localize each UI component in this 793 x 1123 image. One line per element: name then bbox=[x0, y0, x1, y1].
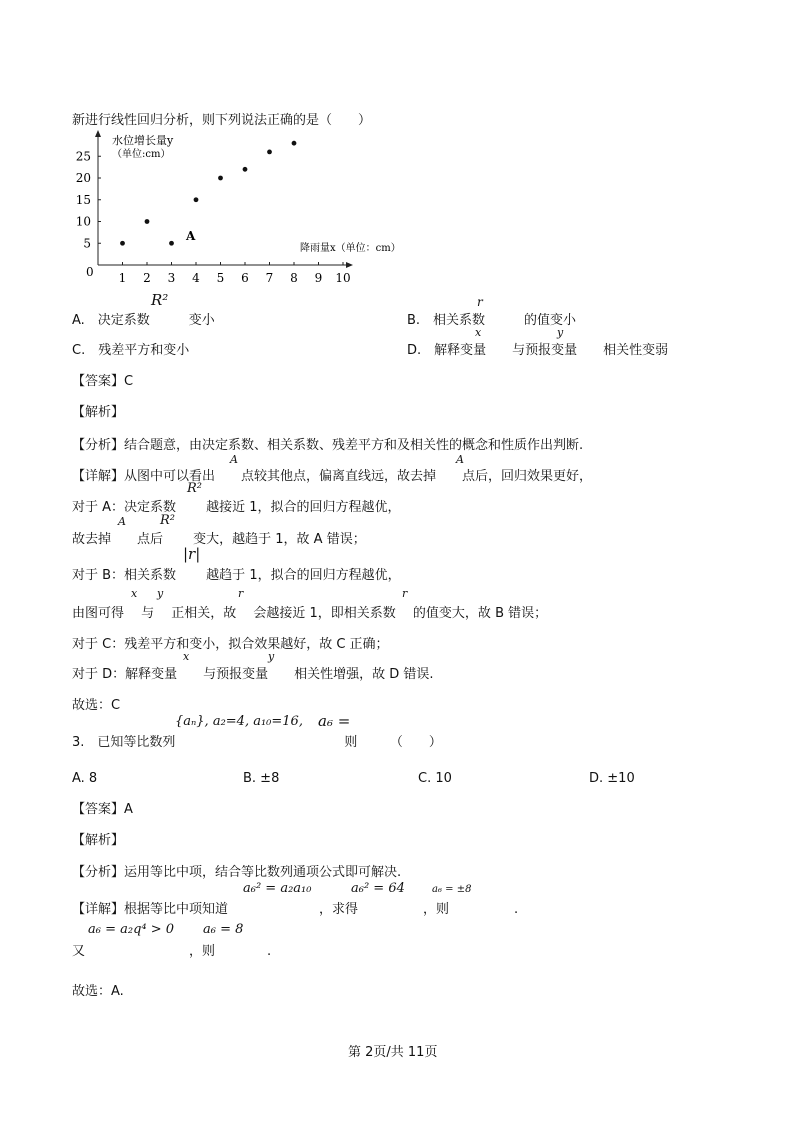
x-tick-label: 8 bbox=[290, 271, 298, 285]
math-x-2: x bbox=[183, 650, 190, 663]
line-c: 对于 C：残差平方和变小，拟合效果越好，故 C 正确； bbox=[72, 637, 389, 652]
data-point bbox=[292, 141, 297, 146]
page-footer: 第 2页/共 11页 bbox=[348, 1045, 438, 1060]
q3-option-b: B. ±8 bbox=[243, 771, 280, 786]
option-a: A. 决定系数 变小 bbox=[72, 313, 215, 328]
line-b1: 对于 B：相关系数 越趋于 1，拟合的回归方程越优， bbox=[72, 568, 401, 583]
x-tick-label: 3 bbox=[167, 271, 176, 285]
choose-3: 故选：A. bbox=[72, 984, 124, 999]
analysis3-xiangjie: 【详解】根据等比中项知道 ，求得 ，则 . bbox=[72, 902, 519, 917]
data-point bbox=[194, 197, 199, 202]
math-point-a-3: A bbox=[118, 515, 126, 528]
answer-label: 【答案】C bbox=[72, 374, 134, 389]
y-tick-label: 5 bbox=[83, 236, 91, 251]
q3-option-a: A. 8 bbox=[72, 771, 98, 786]
option-b: B. 相关系数 的值变小 bbox=[407, 313, 577, 328]
data-point bbox=[243, 167, 248, 172]
y-axis-arrow bbox=[95, 130, 101, 137]
math-a6-pm8: a₆ = ±8 bbox=[432, 884, 472, 895]
chart-ylabel-unit: （单位:cm） bbox=[112, 149, 171, 160]
x-tick-label: 4 bbox=[192, 271, 200, 285]
option-d: D. 解释变量 与预报变量 相关性变弱 bbox=[407, 343, 669, 358]
choose-1: 故选：C bbox=[72, 698, 121, 713]
x-tick-label: 1 bbox=[118, 271, 127, 285]
chart-xlabel: 降雨量x（单位：cm） bbox=[300, 243, 401, 254]
q3-math-a6: a₆ = bbox=[318, 712, 351, 730]
math-r2-2: R² bbox=[160, 513, 175, 528]
q3-option-d: D. ±10 bbox=[589, 771, 635, 786]
option-d-math-y: y bbox=[557, 326, 564, 339]
math-point-a-2: A bbox=[456, 453, 464, 466]
x-tick-label: 10 bbox=[335, 271, 351, 285]
answer3-label: 【答案】A bbox=[72, 802, 133, 817]
math-a6sq-64: a₆² = 64 bbox=[351, 881, 405, 896]
line-a1: 对于 A：决定系数 越接近 1，拟合的回归方程越优， bbox=[72, 500, 401, 515]
y-tick-label: 25 bbox=[75, 149, 91, 164]
analysis-fenxi: 【分析】结合题意，由决定系数、相关系数、残差平方和及相关性的概念和性质作出判断. bbox=[72, 438, 584, 453]
x-axis-arrow bbox=[346, 262, 353, 268]
x-tick-label: 7 bbox=[265, 271, 274, 285]
option-d-math-x: x bbox=[475, 326, 482, 339]
line-b2: 由图可得 与 正相关，故 会越接近 1，即相关系数 的值变大，故 B 错误； bbox=[72, 606, 548, 621]
data-point bbox=[169, 241, 174, 246]
math-abs-r: |r| bbox=[183, 545, 201, 563]
question-intro: 新进行线性回归分析，则下列说法正确的是（ ） bbox=[72, 113, 372, 128]
data-point bbox=[218, 176, 223, 181]
y-tick-label: 10 bbox=[75, 214, 91, 229]
math-a6sq-eq: a₆² = a₂a₁₀ bbox=[243, 881, 312, 896]
analysis-xiangjie: 【详解】从图中可以看出 点较其他点，偏离直线远，故去掉 点后，回归效果更好， bbox=[72, 469, 593, 484]
analysis3-fenxi: 【分析】运用等比中项，结合等比数列通项公式即可解决. bbox=[72, 865, 402, 880]
option-b-math: r bbox=[477, 295, 483, 309]
x-tick-label: 5 bbox=[216, 271, 225, 285]
math-y-2: y bbox=[268, 650, 275, 663]
x-tick-label: 6 bbox=[241, 271, 249, 285]
math-a6-8: a₆ = 8 bbox=[203, 922, 244, 937]
chart-ylabel: 水位增长量y bbox=[112, 134, 174, 147]
option-a-math: R² bbox=[151, 291, 169, 309]
math-r2-1: R² bbox=[187, 481, 202, 496]
y-tick-label: 15 bbox=[75, 192, 91, 207]
math-point-a-1: A bbox=[230, 453, 238, 466]
x-tick-label: 9 bbox=[314, 271, 323, 285]
data-point bbox=[145, 219, 150, 224]
math-r-2: r bbox=[402, 587, 408, 600]
q3-stem: 3. 已知等比数列 则 （ ） bbox=[72, 735, 442, 750]
y-tick-label: 20 bbox=[75, 171, 91, 185]
analysis-label: 【解析】 bbox=[72, 405, 125, 420]
analysis3-label: 【解析】 bbox=[72, 833, 125, 848]
analysis3-you: 又 ，则 . bbox=[72, 944, 272, 959]
line-d: 对于 D：解释变量 与预报变量 相关性增强，故 D 错误. bbox=[72, 667, 434, 682]
line-a2: 故去掉 点后 变大，越趋于 1，故 A 错误； bbox=[72, 532, 366, 547]
x-tick-label: 2 bbox=[143, 271, 151, 285]
math-x-1: x bbox=[131, 587, 138, 600]
math-r-1: r bbox=[238, 587, 244, 600]
chart-annotation: A bbox=[186, 229, 196, 243]
chart-origin: 0 bbox=[86, 265, 94, 279]
math-y-1: y bbox=[157, 587, 164, 600]
data-point bbox=[267, 150, 272, 155]
scatter-chart bbox=[72, 130, 412, 300]
data-point bbox=[120, 241, 125, 246]
option-c: C. 残差平方和变小 bbox=[72, 343, 190, 358]
q3-math-seq: {aₙ}, a₂=4, a₁₀=16, bbox=[175, 714, 303, 729]
q3-option-c: C. 10 bbox=[418, 771, 452, 786]
math-a6-pos: a₆ = a₂q⁴ > 0 bbox=[88, 922, 175, 937]
